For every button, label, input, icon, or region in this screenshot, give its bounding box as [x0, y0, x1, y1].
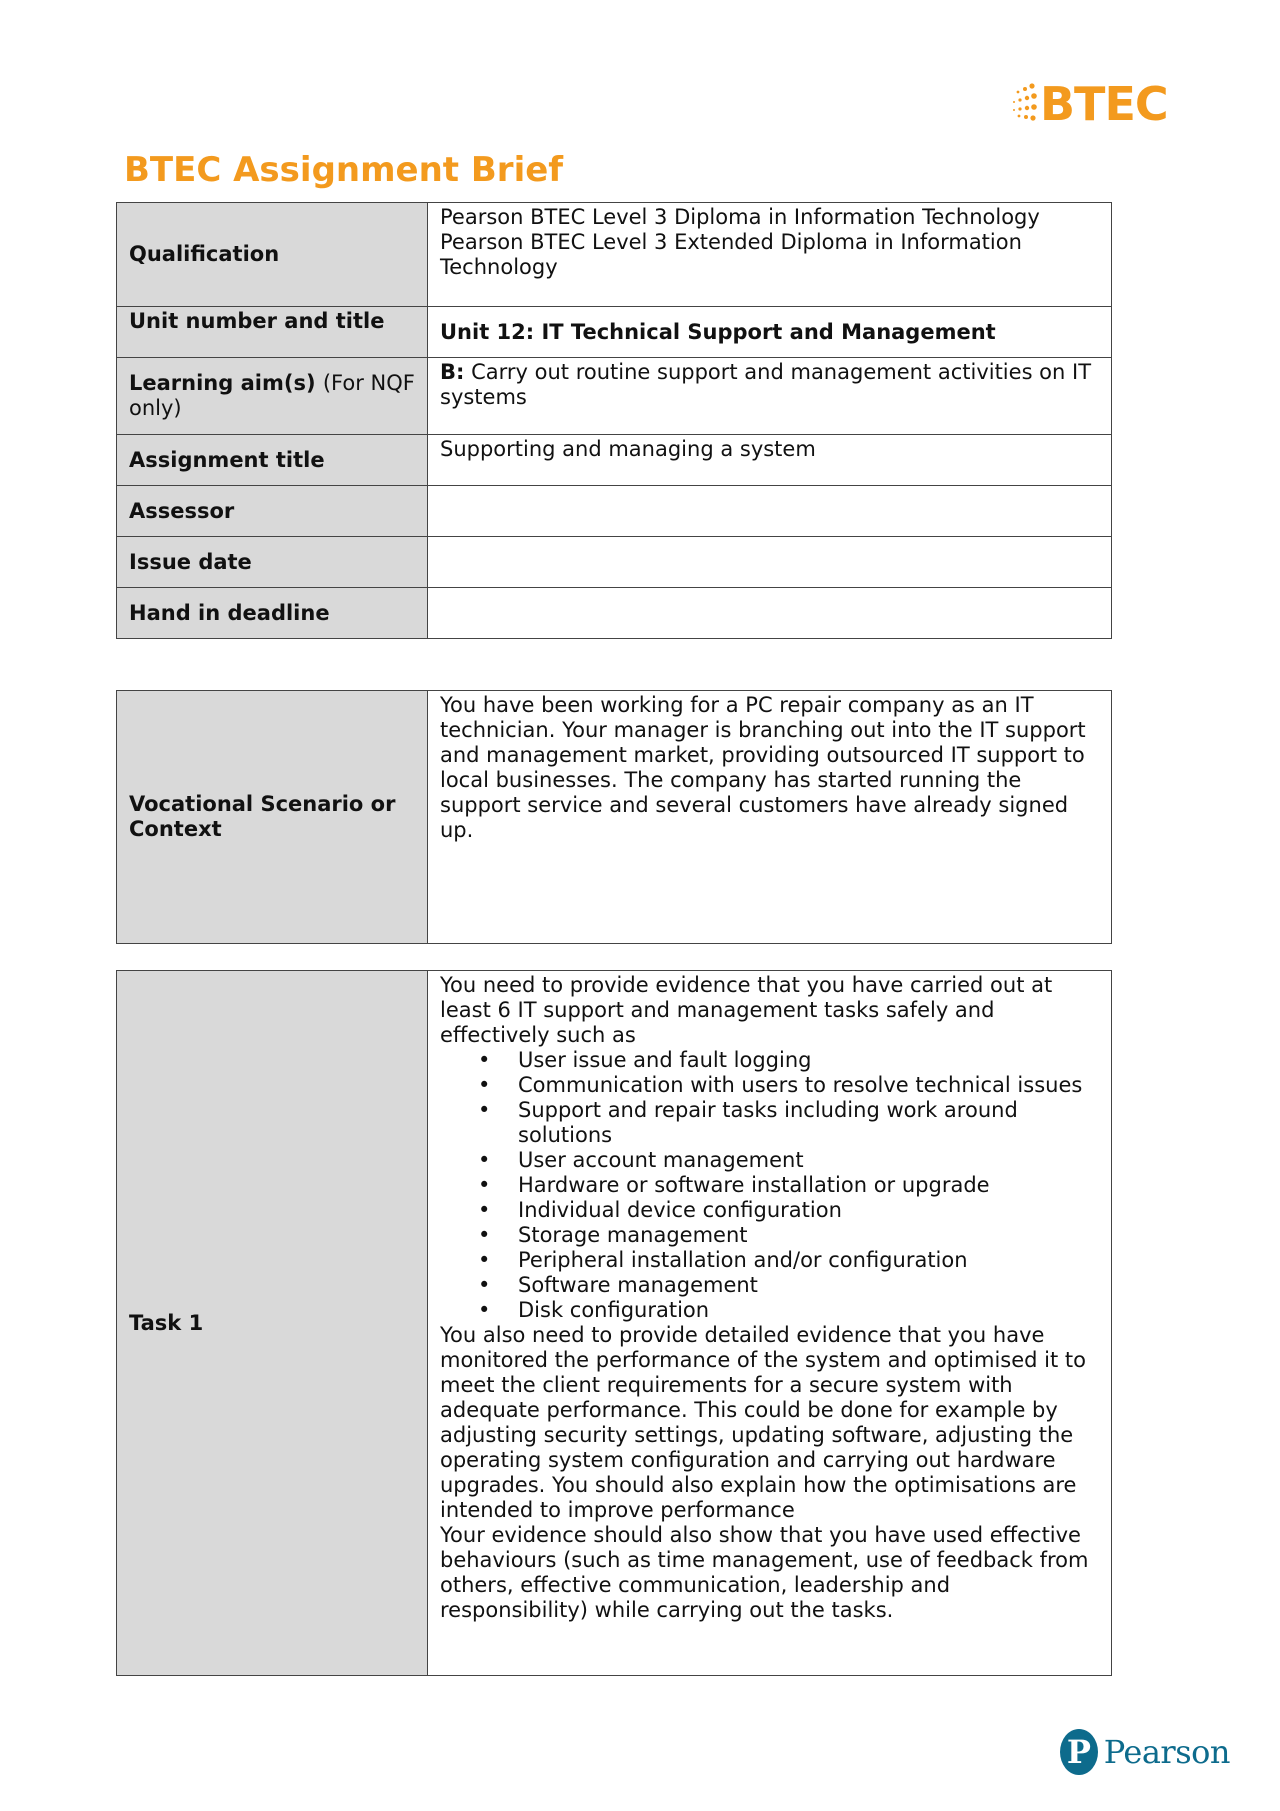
list-item: • Support and repair tasks including work around solutions — [518, 1098, 1099, 1148]
list-item: • Disk configuration — [518, 1298, 1099, 1323]
assignment-title-label: Assignment title — [117, 435, 428, 486]
learning-aim-row — [117, 358, 1112, 435]
learning-aim-value — [428, 358, 1112, 435]
unit-label: Unit number and title — [117, 307, 428, 358]
scenario-text: You have been working for a PC repair company as an IT technician. Your manager is branching out into the IT support and management market, providing outsourced IT support to local businesses. The company has started running the support service and several customers have already signed up. — [428, 691, 1112, 944]
list-item: • Hardware or software installation or upgrade — [518, 1173, 1099, 1198]
list-item: • Software management — [518, 1273, 1099, 1298]
pearson-logo — [1060, 1726, 1230, 1778]
deadline-label: Hand in deadline — [117, 588, 428, 639]
task1-intro: You need to provide evidence that you have carried out at least 6 IT support and management tasks safely and effectively such as — [440, 973, 1053, 1047]
pearson-p-icon: P — [1060, 1729, 1098, 1775]
deadline-row — [117, 588, 1112, 639]
learning-aim-label — [117, 358, 428, 435]
list-item: • User issue and fault logging — [518, 1048, 1099, 1073]
list-item: • Communication with users to resolve technical issues — [518, 1073, 1099, 1098]
pearson-logo-text: Pearson — [1103, 1733, 1230, 1771]
assessor-label: Assessor — [117, 486, 428, 537]
task1-row — [117, 971, 1112, 1676]
qualification-value — [428, 203, 1112, 307]
task1-content — [428, 971, 1112, 1676]
list-item: • User account management — [518, 1148, 1099, 1173]
task1-list — [440, 1048, 1099, 1323]
learning-aim-label-text: Learning aim(s) — [129, 371, 316, 395]
qualification-label: Qualification — [117, 203, 428, 307]
list-item: • Storage management — [518, 1223, 1099, 1248]
issue-date-label: Issue date — [117, 537, 428, 588]
assessor-value[interactable] — [428, 486, 1112, 537]
learning-aim-text: Carry out routine support and management activities on IT systems — [440, 360, 1092, 409]
qualification-line-2: Pearson BTEC Level 3 Extended Diploma in Information Technology — [440, 230, 1022, 279]
btec-logo — [1010, 78, 1170, 130]
qualification-row — [117, 203, 1112, 307]
assessor-row — [117, 486, 1112, 537]
task1-table — [116, 970, 1112, 1676]
list-item: • Individual device configuration — [518, 1198, 1099, 1223]
scenario-row — [117, 691, 1112, 944]
task1-paragraph-3: Your evidence should also show that you have used effective behaviours (such as time management, use of feedback from others, effective communication, leadership and responsibility) while carrying out the tasks. — [440, 1523, 1089, 1622]
scenario-table — [116, 690, 1112, 944]
btec-dots-icon — [1010, 80, 1040, 128]
task1-label: Task 1 — [117, 971, 428, 1676]
issue-date-value[interactable] — [428, 537, 1112, 588]
assignment-details-table — [116, 202, 1112, 639]
assignment-title-row — [117, 435, 1112, 486]
assignment-title-value: Supporting and managing a system — [428, 435, 1112, 486]
list-item: • Peripheral installation and/or configuration — [518, 1248, 1099, 1273]
issue-date-row — [117, 537, 1112, 588]
learning-aim-prefix: B: — [440, 360, 465, 384]
qualification-line-1: Pearson BTEC Level 3 Diploma in Information Technology — [440, 205, 1040, 229]
learning-aim-note: (For NQF only) — [129, 371, 415, 420]
btec-logo-text: BTEC — [1040, 77, 1168, 131]
unit-value: Unit 12: IT Technical Support and Management — [428, 307, 1112, 358]
page-title: BTEC Assignment Brief — [124, 150, 564, 190]
unit-row — [117, 307, 1112, 358]
task1-paragraph-2: You also need to provide detailed evidence that you have monitored the performance of the system and optimised it to meet the client requirements for a secure system with adequate performance. This could be done for example by adjusting security settings, updating software, adjusting the operating system configuration and carrying out hardware upgrades. You should also explain how the optimisations are intended to improve performance — [440, 1323, 1086, 1522]
deadline-value[interactable] — [428, 588, 1112, 639]
scenario-label: Vocational Scenario or Context — [117, 691, 428, 944]
